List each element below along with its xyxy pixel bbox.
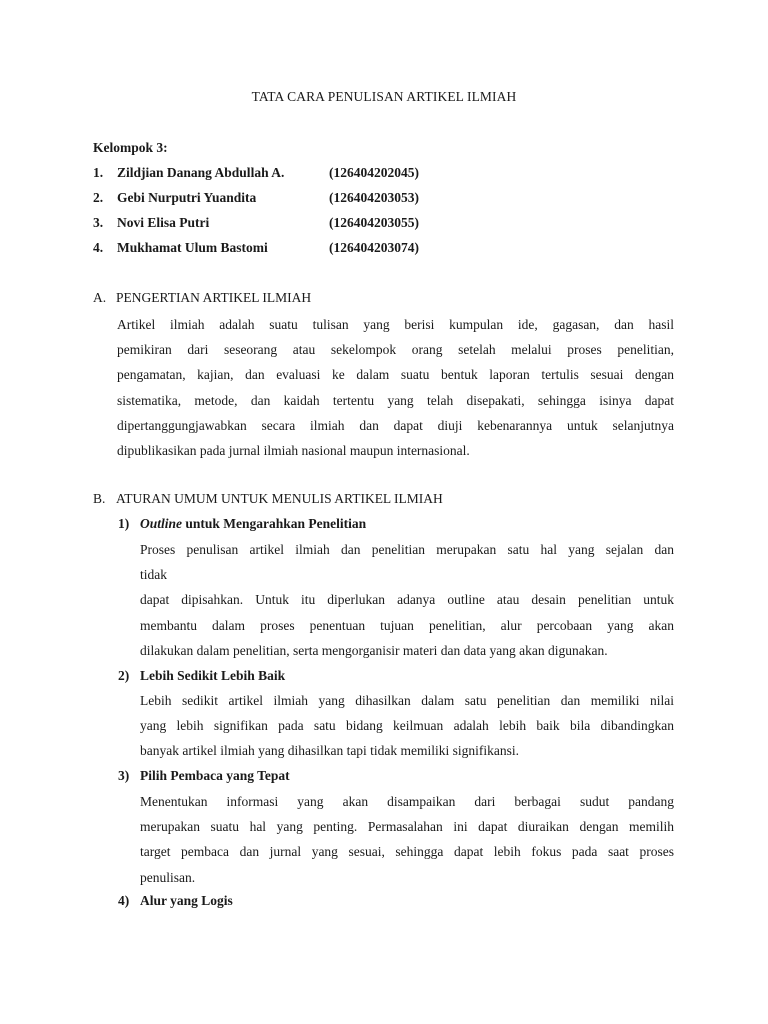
paragraph-line: merupakan suatu hal yang penting. Permasalahan ini dapat diuraikan dengan memilih xyxy=(140,819,674,835)
rule-title: Pilih Pembaca yang Tepat xyxy=(140,768,290,783)
rule-number: 3) xyxy=(118,768,130,783)
paragraph-line: sistematika, metode, dan kaidah tertentu yang telah disepakati, sehingga isinya dapat xyxy=(117,392,674,408)
member-number: 4. xyxy=(93,240,104,255)
section-title: PENGERTIAN ARTIKEL ILMIAH xyxy=(116,290,312,305)
rule-title-rest: untuk Mengarahkan Penelitian xyxy=(182,516,367,531)
member-nim: (126404203053) xyxy=(329,190,419,205)
member-nim: (126404202045) xyxy=(329,165,419,180)
member-name: Gebi Nurputri Yuandita xyxy=(117,190,257,205)
rule-title: Alur yang Logis xyxy=(140,893,233,908)
paragraph-line: pemikiran dari seseorang atau sekelompok orang setelah melalui proses penelitian, xyxy=(117,342,674,358)
document-title: TATA CARA PENULISAN ARTIKEL ILMIAH xyxy=(251,89,517,104)
member-number: 3. xyxy=(93,215,104,230)
section-letter: B. xyxy=(93,491,106,506)
member-number: 1. xyxy=(93,165,104,180)
rule-title: Lebih Sedikit Lebih Baik xyxy=(140,668,286,683)
paragraph-line: banyak artikel ilmiah yang dihasilkan tapi tidak memiliki signifikansi. xyxy=(140,743,520,759)
rule-number: 2) xyxy=(118,668,130,683)
section-title: ATURAN UMUM UNTUK MENULIS ARTIKEL ILMIAH xyxy=(116,491,443,506)
member-nim: (126404203074) xyxy=(329,240,419,255)
paragraph-line: dipublikasikan pada jurnal ilmiah nasional maupun internasional. xyxy=(117,442,470,458)
paragraph-line: Artikel ilmiah adalah suatu tulisan yang berisi kumpulan ide, gagasan, dan hasil xyxy=(117,317,674,332)
paragraph-line: Menentukan informasi yang akan disampaikan dari berbagai sudut pandang xyxy=(140,794,674,809)
paragraph-line: tidak xyxy=(140,567,167,583)
paragraph-line: pengamatan, kajian, dan evaluasi ke dalam suatu bentuk laporan tertulis sesuai dengan xyxy=(117,367,674,383)
member-name: Novi Elisa Putri xyxy=(117,215,210,230)
paragraph-line: membantu dalam proses penentuan tujuan penelitian, alur percobaan yang akan xyxy=(140,617,674,633)
rule-title-italic: Outline xyxy=(140,516,183,531)
member-name: Zildjian Danang Abdullah A. xyxy=(117,165,285,180)
paragraph-line: yang lebih signifikan pada satu bidang keilmuan adalah lebih baik bila dibandingkan xyxy=(140,718,674,734)
paragraph-line: Lebih sedikit artikel ilmiah yang dihasilkan dalam satu penelitian dan memiliki nilai xyxy=(140,693,674,708)
section-letter: A. xyxy=(93,290,107,305)
paragraph-line: dapat dipisahkan. Untuk itu diperlukan adanya outline atau desain penelitian untuk xyxy=(140,592,674,608)
paragraph-line: Proses penulisan artikel ilmiah dan penelitian merupakan satu hal yang sejalan dan xyxy=(140,542,674,557)
group-label: Kelompok 3: xyxy=(93,140,168,155)
rule-3-paragraph xyxy=(140,789,674,890)
rule-title xyxy=(140,516,366,532)
paragraph-line: penulisan. xyxy=(140,869,196,885)
section-a-paragraph xyxy=(117,312,674,463)
paragraph-line: dipertanggungjawabkan secara ilmiah dan dapat diuji kebenarannya untuk selanjutnya xyxy=(117,417,674,433)
paragraph-line: dilakukan dalam penelitian, serta mengorganisir materi dan data yang akan digunakan. xyxy=(140,642,608,658)
rule-2-paragraph xyxy=(140,688,674,764)
rule-1-paragraph xyxy=(140,537,674,663)
member-nim: (126404203055) xyxy=(329,215,419,230)
member-number: 2. xyxy=(93,190,104,205)
rule-number: 1) xyxy=(118,516,130,531)
paragraph-line: target pembaca dan jurnal yang sesuai, sehingga dapat lebih fokus pada saat proses xyxy=(140,844,674,860)
rule-number: 4) xyxy=(118,893,130,908)
member-name: Mukhamat Ulum Bastomi xyxy=(117,240,268,255)
